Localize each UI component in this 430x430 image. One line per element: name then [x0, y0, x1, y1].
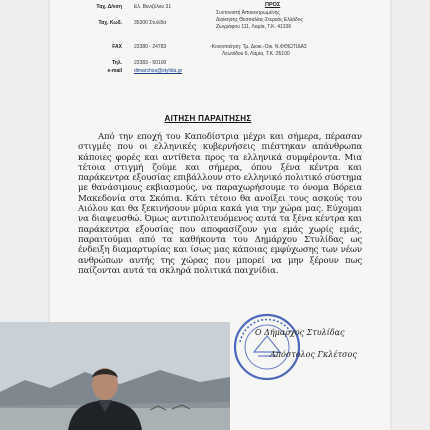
recipient-line-3: Ζωγράφου 111, Λαμία, Τ.Κ. 41336: [216, 24, 292, 30]
phone-label: Τηλ.: [112, 60, 122, 66]
inset-photo: [0, 322, 230, 430]
address-value: Ελ. Βενιζέλου 31: [134, 4, 172, 10]
email-link[interactable]: dimarchos@stylida.gr: [134, 68, 183, 74]
recipient-cc-line-2: Λεωνίδου 6, Λαμία, Τ.Κ.:35100: [222, 51, 290, 57]
signature-name: Απόστολος Γκλέτσος: [270, 350, 357, 359]
letter-body: Από την εποχή του Καποδίστρια μέχρι και σήμερα, πέρασαν στιγμές που οι ελληνικές κυβερνήσεις πιέστηκαν απάνθρωπα κάποιες φορές και αντίθετα προς τα ελληνικά συμφέροντα. Μια τέτοια στιγμή ζούμε και σήμερα, όπου ξένα κέντρα και παράκεντρα εξουσίας επιβάλλουν στο ελληνικό πολιτικό σύστημα με θανάσιμους εκβιασμούς, να παραχωρήσουμε το όνομα Βόρεια Μακεδονία στα Σκόπια. Κάτι τέτοιο θα ανοίξει τους ασκούς του Αιόλου και θα ξεκινήσουν μύρια κακά για την χώρα μας. Εύχομαι να διαψευσθώ. Όμως αντιπολιτευόμενος αυτά τα ξένα κέντρα και παράκεντρα εξουσίας που αποφασίζουν για εμάς χωρίς εμάς, παραιτούμαι από τα καθήκοντα του Δημάρχου Στυλίδας ως ένδειξη διαμαρτυρίας και ίσως μας κάποιας εμφύχωσης των νέων ανθρώπων αυτής της χώρας που μπορεί να μην ξέρουν πως παίζονται αυτά τα σκληρά πολιτικά παιχνίδια.: [78, 132, 362, 276]
recipient-cc-line-1: -Κοινοποίηση: Τμ. Διοικ.-Οικ. Ν.ΦΘΙΩΤΙΔΑΣ: [210, 44, 308, 50]
email-label: e-mail: [107, 68, 122, 74]
phone-value: 22383 - 50100: [134, 60, 167, 66]
recipient-line-1: Συντονιστή Αποκεντρωμένης: [216, 10, 280, 16]
postal-code-label: Ταχ. Κωδ.: [98, 20, 122, 26]
signature-title: Ο Δήμαρχος Στυλίδας: [255, 328, 345, 337]
fax-value: 22380 - 24783: [134, 44, 167, 50]
person-figure: [60, 360, 150, 430]
recipient-line-2: Διοίκησης Θεσσαλίας-Στερεάς Ελλάδος: [216, 17, 303, 23]
address-label: Ταχ. Δ/νση: [96, 4, 122, 10]
fax-label: FAX: [112, 44, 122, 50]
official-stamp-icon: [232, 312, 302, 382]
document-title: ΑΙΤΗΣΗ ΠΑΡΑΙΤΗΣΗΣ: [164, 114, 252, 123]
recipient-title: ΠΡΟΣ: [265, 2, 281, 8]
postal-code-value: 35300 Στυλίδα: [134, 20, 167, 26]
